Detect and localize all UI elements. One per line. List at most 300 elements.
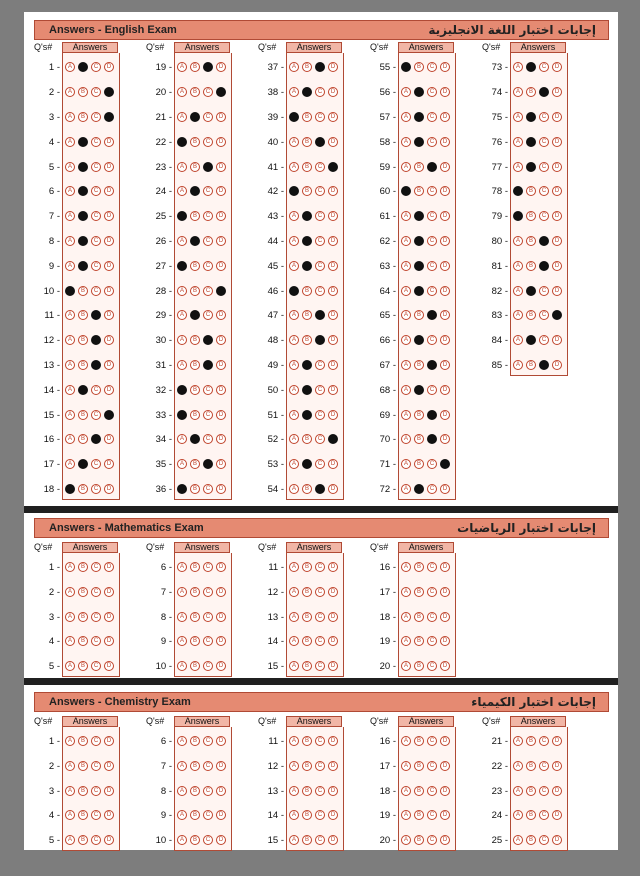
option-bubble-d[interactable]: D: [552, 87, 562, 97]
option-bubble-c[interactable]: C: [91, 62, 101, 72]
option-bubble-d[interactable]: [328, 434, 338, 444]
option-bubble-d[interactable]: D: [552, 786, 562, 796]
option-bubble-d[interactable]: [104, 87, 114, 97]
option-bubble-d[interactable]: D: [440, 186, 450, 196]
option-bubble-d[interactable]: D: [104, 810, 114, 820]
option-bubble-a[interactable]: A: [65, 385, 75, 395]
option-bubble-d[interactable]: D: [328, 137, 338, 147]
option-bubble-a[interactable]: A: [65, 162, 75, 172]
option-bubble-a[interactable]: A: [177, 112, 187, 122]
option-bubble-b[interactable]: B: [190, 835, 200, 845]
option-bubble-a[interactable]: A: [289, 786, 299, 796]
option-bubble-a[interactable]: A: [401, 385, 411, 395]
option-bubble-a[interactable]: A: [401, 587, 411, 597]
option-bubble-a[interactable]: A: [513, 261, 523, 271]
option-bubble-a[interactable]: A: [65, 761, 75, 771]
option-bubble-b[interactable]: B: [414, 562, 424, 572]
option-bubble-c[interactable]: C: [315, 636, 325, 646]
option-bubble-c[interactable]: C: [539, 736, 549, 746]
option-bubble-c[interactable]: C: [427, 186, 437, 196]
option-bubble-a[interactable]: A: [65, 810, 75, 820]
option-bubble-b[interactable]: [526, 137, 536, 147]
option-bubble-b[interactable]: B: [414, 761, 424, 771]
option-bubble-b[interactable]: B: [414, 636, 424, 646]
option-bubble-b[interactable]: B: [78, 786, 88, 796]
option-bubble-c[interactable]: C: [539, 186, 549, 196]
option-bubble-d[interactable]: D: [104, 459, 114, 469]
option-bubble-c[interactable]: C: [91, 661, 101, 671]
option-bubble-b[interactable]: [414, 112, 424, 122]
option-bubble-a[interactable]: A: [401, 761, 411, 771]
option-bubble-b[interactable]: B: [302, 112, 312, 122]
option-bubble-a[interactable]: A: [65, 661, 75, 671]
option-bubble-c[interactable]: C: [203, 835, 213, 845]
option-bubble-b[interactable]: B: [526, 310, 536, 320]
option-bubble-b[interactable]: [302, 211, 312, 221]
option-bubble-c[interactable]: C: [203, 612, 213, 622]
option-bubble-c[interactable]: C: [539, 786, 549, 796]
option-bubble-c[interactable]: C: [539, 112, 549, 122]
option-bubble-a[interactable]: A: [65, 236, 75, 246]
option-bubble-d[interactable]: D: [328, 310, 338, 320]
option-bubble-a[interactable]: A: [401, 310, 411, 320]
option-bubble-d[interactable]: D: [552, 335, 562, 345]
option-bubble-a[interactable]: A: [401, 236, 411, 246]
option-bubble-c[interactable]: C: [203, 236, 213, 246]
option-bubble-b[interactable]: [78, 261, 88, 271]
option-bubble-c[interactable]: [315, 137, 325, 147]
option-bubble-a[interactable]: A: [177, 636, 187, 646]
option-bubble-c[interactable]: C: [315, 211, 325, 221]
option-bubble-c[interactable]: [539, 236, 549, 246]
option-bubble-a[interactable]: A: [513, 810, 523, 820]
option-bubble-c[interactable]: [315, 62, 325, 72]
option-bubble-c[interactable]: [315, 335, 325, 345]
option-bubble-c[interactable]: C: [427, 810, 437, 820]
option-bubble-b[interactable]: B: [78, 810, 88, 820]
option-bubble-d[interactable]: [216, 286, 226, 296]
option-bubble-a[interactable]: A: [401, 661, 411, 671]
option-bubble-b[interactable]: B: [190, 261, 200, 271]
option-bubble-d[interactable]: D: [328, 636, 338, 646]
option-bubble-a[interactable]: A: [65, 310, 75, 320]
option-bubble-c[interactable]: C: [539, 211, 549, 221]
option-bubble-a[interactable]: A: [401, 434, 411, 444]
option-bubble-d[interactable]: D: [328, 385, 338, 395]
option-bubble-d[interactable]: D: [552, 835, 562, 845]
option-bubble-c[interactable]: C: [315, 612, 325, 622]
option-bubble-b[interactable]: B: [78, 87, 88, 97]
option-bubble-d[interactable]: D: [104, 484, 114, 494]
option-bubble-c[interactable]: C: [91, 587, 101, 597]
option-bubble-d[interactable]: D: [440, 360, 450, 370]
option-bubble-a[interactable]: [513, 211, 523, 221]
option-bubble-c[interactable]: C: [315, 162, 325, 172]
option-bubble-c[interactable]: C: [203, 286, 213, 296]
option-bubble-a[interactable]: A: [401, 810, 411, 820]
option-bubble-b[interactable]: B: [78, 286, 88, 296]
option-bubble-d[interactable]: [104, 112, 114, 122]
option-bubble-b[interactable]: [526, 286, 536, 296]
option-bubble-a[interactable]: A: [401, 261, 411, 271]
option-bubble-a[interactable]: [177, 410, 187, 420]
option-bubble-b[interactable]: B: [78, 360, 88, 370]
option-bubble-a[interactable]: A: [401, 162, 411, 172]
option-bubble-b[interactable]: [414, 385, 424, 395]
option-bubble-c[interactable]: C: [315, 835, 325, 845]
option-bubble-c[interactable]: C: [315, 761, 325, 771]
option-bubble-d[interactable]: D: [104, 62, 114, 72]
option-bubble-a[interactable]: A: [65, 612, 75, 622]
option-bubble-a[interactable]: A: [289, 137, 299, 147]
option-bubble-d[interactable]: D: [216, 335, 226, 345]
option-bubble-b[interactable]: [302, 360, 312, 370]
option-bubble-d[interactable]: D: [440, 484, 450, 494]
option-bubble-d[interactable]: D: [216, 612, 226, 622]
option-bubble-c[interactable]: C: [91, 286, 101, 296]
option-bubble-c[interactable]: C: [91, 137, 101, 147]
option-bubble-d[interactable]: D: [440, 810, 450, 820]
option-bubble-b[interactable]: B: [414, 434, 424, 444]
option-bubble-b[interactable]: B: [526, 261, 536, 271]
option-bubble-d[interactable]: [440, 459, 450, 469]
option-bubble-a[interactable]: A: [177, 562, 187, 572]
option-bubble-b[interactable]: B: [78, 835, 88, 845]
option-bubble-a[interactable]: A: [177, 186, 187, 196]
option-bubble-d[interactable]: D: [440, 112, 450, 122]
option-bubble-c[interactable]: [539, 360, 549, 370]
option-bubble-d[interactable]: D: [104, 310, 114, 320]
option-bubble-b[interactable]: B: [302, 636, 312, 646]
option-bubble-b[interactable]: [78, 385, 88, 395]
option-bubble-b[interactable]: B: [414, 612, 424, 622]
option-bubble-d[interactable]: D: [216, 410, 226, 420]
option-bubble-c[interactable]: C: [427, 87, 437, 97]
option-bubble-b[interactable]: B: [78, 736, 88, 746]
option-bubble-c[interactable]: C: [315, 87, 325, 97]
option-bubble-b[interactable]: B: [190, 587, 200, 597]
option-bubble-a[interactable]: A: [401, 636, 411, 646]
option-bubble-a[interactable]: [289, 186, 299, 196]
option-bubble-d[interactable]: D: [328, 112, 338, 122]
option-bubble-c[interactable]: C: [539, 137, 549, 147]
option-bubble-d[interactable]: D: [216, 661, 226, 671]
option-bubble-d[interactable]: D: [552, 236, 562, 246]
option-bubble-d[interactable]: D: [104, 434, 114, 444]
option-bubble-c[interactable]: C: [203, 636, 213, 646]
option-bubble-b[interactable]: B: [302, 761, 312, 771]
option-bubble-d[interactable]: D: [104, 736, 114, 746]
option-bubble-b[interactable]: [302, 87, 312, 97]
option-bubble-a[interactable]: A: [289, 385, 299, 395]
option-bubble-c[interactable]: [427, 410, 437, 420]
option-bubble-b[interactable]: B: [302, 484, 312, 494]
option-bubble-c[interactable]: C: [91, 484, 101, 494]
option-bubble-a[interactable]: A: [65, 459, 75, 469]
option-bubble-d[interactable]: D: [216, 786, 226, 796]
option-bubble-b[interactable]: B: [78, 112, 88, 122]
option-bubble-b[interactable]: B: [414, 360, 424, 370]
option-bubble-b[interactable]: [190, 112, 200, 122]
option-bubble-c[interactable]: C: [91, 162, 101, 172]
option-bubble-b[interactable]: B: [526, 786, 536, 796]
option-bubble-c[interactable]: C: [539, 835, 549, 845]
option-bubble-a[interactable]: A: [177, 587, 187, 597]
option-bubble-b[interactable]: B: [414, 410, 424, 420]
option-bubble-b[interactable]: B: [414, 587, 424, 597]
option-bubble-d[interactable]: D: [104, 211, 114, 221]
option-bubble-c[interactable]: C: [203, 112, 213, 122]
option-bubble-d[interactable]: D: [216, 162, 226, 172]
option-bubble-b[interactable]: B: [78, 612, 88, 622]
option-bubble-b[interactable]: [526, 62, 536, 72]
option-bubble-b[interactable]: B: [414, 661, 424, 671]
option-bubble-a[interactable]: A: [289, 310, 299, 320]
option-bubble-d[interactable]: D: [440, 286, 450, 296]
option-bubble-b[interactable]: B: [190, 612, 200, 622]
option-bubble-d[interactable]: D: [328, 612, 338, 622]
option-bubble-b[interactable]: [78, 62, 88, 72]
option-bubble-b[interactable]: B: [78, 484, 88, 494]
option-bubble-a[interactable]: [177, 211, 187, 221]
option-bubble-a[interactable]: A: [513, 62, 523, 72]
option-bubble-b[interactable]: B: [414, 835, 424, 845]
option-bubble-d[interactable]: D: [104, 835, 114, 845]
option-bubble-c[interactable]: C: [315, 562, 325, 572]
option-bubble-d[interactable]: D: [216, 434, 226, 444]
option-bubble-b[interactable]: [302, 385, 312, 395]
option-bubble-b[interactable]: B: [414, 786, 424, 796]
option-bubble-a[interactable]: A: [289, 661, 299, 671]
option-bubble-b[interactable]: B: [526, 761, 536, 771]
option-bubble-c[interactable]: C: [427, 484, 437, 494]
option-bubble-c[interactable]: C: [427, 612, 437, 622]
option-bubble-a[interactable]: A: [65, 335, 75, 345]
option-bubble-b[interactable]: B: [302, 434, 312, 444]
option-bubble-c[interactable]: C: [91, 562, 101, 572]
option-bubble-d[interactable]: D: [328, 835, 338, 845]
option-bubble-b[interactable]: [302, 261, 312, 271]
option-bubble-c[interactable]: C: [427, 286, 437, 296]
option-bubble-b[interactable]: [526, 162, 536, 172]
option-bubble-b[interactable]: B: [190, 162, 200, 172]
option-bubble-a[interactable]: A: [289, 484, 299, 494]
option-bubble-d[interactable]: D: [552, 211, 562, 221]
option-bubble-b[interactable]: B: [190, 736, 200, 746]
option-bubble-a[interactable]: A: [177, 459, 187, 469]
option-bubble-b[interactable]: B: [302, 162, 312, 172]
option-bubble-c[interactable]: C: [203, 786, 213, 796]
option-bubble-c[interactable]: C: [203, 211, 213, 221]
option-bubble-d[interactable]: D: [328, 587, 338, 597]
option-bubble-a[interactable]: A: [65, 410, 75, 420]
option-bubble-b[interactable]: B: [526, 236, 536, 246]
option-bubble-d[interactable]: D: [440, 612, 450, 622]
option-bubble-b[interactable]: B: [190, 211, 200, 221]
option-bubble-d[interactable]: D: [440, 434, 450, 444]
option-bubble-a[interactable]: A: [513, 736, 523, 746]
option-bubble-d[interactable]: D: [440, 410, 450, 420]
option-bubble-a[interactable]: A: [65, 736, 75, 746]
option-bubble-d[interactable]: D: [552, 810, 562, 820]
option-bubble-a[interactable]: A: [289, 410, 299, 420]
option-bubble-c[interactable]: C: [203, 261, 213, 271]
option-bubble-c[interactable]: C: [427, 62, 437, 72]
option-bubble-b[interactable]: B: [526, 736, 536, 746]
option-bubble-d[interactable]: D: [104, 786, 114, 796]
option-bubble-c[interactable]: C: [315, 434, 325, 444]
option-bubble-c[interactable]: C: [203, 761, 213, 771]
option-bubble-c[interactable]: C: [427, 137, 437, 147]
option-bubble-d[interactable]: D: [216, 261, 226, 271]
option-bubble-b[interactable]: B: [190, 360, 200, 370]
option-bubble-d[interactable]: D: [440, 385, 450, 395]
option-bubble-c[interactable]: C: [203, 385, 213, 395]
option-bubble-c[interactable]: C: [203, 87, 213, 97]
option-bubble-a[interactable]: A: [289, 236, 299, 246]
option-bubble-b[interactable]: [190, 310, 200, 320]
option-bubble-b[interactable]: [78, 459, 88, 469]
option-bubble-d[interactable]: D: [440, 761, 450, 771]
option-bubble-d[interactable]: D: [552, 186, 562, 196]
option-bubble-a[interactable]: [65, 286, 75, 296]
option-bubble-b[interactable]: [414, 137, 424, 147]
option-bubble-b[interactable]: B: [414, 310, 424, 320]
option-bubble-b[interactable]: B: [302, 562, 312, 572]
option-bubble-d[interactable]: D: [328, 810, 338, 820]
option-bubble-a[interactable]: A: [289, 761, 299, 771]
option-bubble-b[interactable]: B: [414, 810, 424, 820]
option-bubble-c[interactable]: [539, 261, 549, 271]
option-bubble-a[interactable]: A: [65, 360, 75, 370]
option-bubble-d[interactable]: D: [328, 661, 338, 671]
option-bubble-c[interactable]: C: [427, 459, 437, 469]
option-bubble-a[interactable]: [177, 137, 187, 147]
option-bubble-c[interactable]: C: [427, 211, 437, 221]
option-bubble-c[interactable]: C: [427, 562, 437, 572]
option-bubble-d[interactable]: D: [216, 310, 226, 320]
option-bubble-d[interactable]: D: [104, 360, 114, 370]
option-bubble-c[interactable]: [427, 360, 437, 370]
option-bubble-b[interactable]: B: [190, 335, 200, 345]
option-bubble-c[interactable]: C: [91, 211, 101, 221]
option-bubble-b[interactable]: [414, 335, 424, 345]
option-bubble-d[interactable]: D: [440, 137, 450, 147]
option-bubble-a[interactable]: A: [289, 162, 299, 172]
option-bubble-b[interactable]: [78, 186, 88, 196]
option-bubble-d[interactable]: D: [216, 211, 226, 221]
option-bubble-c[interactable]: [91, 335, 101, 345]
option-bubble-d[interactable]: D: [216, 360, 226, 370]
option-bubble-b[interactable]: [414, 261, 424, 271]
option-bubble-d[interactable]: D: [216, 186, 226, 196]
option-bubble-b[interactable]: B: [78, 661, 88, 671]
option-bubble-a[interactable]: A: [513, 112, 523, 122]
option-bubble-a[interactable]: A: [65, 211, 75, 221]
option-bubble-d[interactable]: D: [104, 636, 114, 646]
option-bubble-b[interactable]: B: [78, 310, 88, 320]
option-bubble-d[interactable]: D: [440, 736, 450, 746]
option-bubble-a[interactable]: [401, 186, 411, 196]
option-bubble-a[interactable]: A: [289, 636, 299, 646]
option-bubble-c[interactable]: [91, 434, 101, 444]
option-bubble-d[interactable]: D: [216, 562, 226, 572]
option-bubble-c[interactable]: [203, 459, 213, 469]
option-bubble-a[interactable]: A: [289, 335, 299, 345]
option-bubble-b[interactable]: [526, 112, 536, 122]
option-bubble-a[interactable]: [289, 112, 299, 122]
option-bubble-c[interactable]: C: [91, 810, 101, 820]
option-bubble-b[interactable]: B: [414, 186, 424, 196]
option-bubble-c[interactable]: C: [91, 186, 101, 196]
option-bubble-d[interactable]: D: [328, 261, 338, 271]
option-bubble-b[interactable]: B: [526, 810, 536, 820]
option-bubble-c[interactable]: C: [539, 62, 549, 72]
option-bubble-a[interactable]: A: [289, 211, 299, 221]
option-bubble-c[interactable]: C: [315, 410, 325, 420]
option-bubble-a[interactable]: A: [513, 286, 523, 296]
option-bubble-a[interactable]: A: [177, 360, 187, 370]
option-bubble-a[interactable]: A: [513, 137, 523, 147]
option-bubble-d[interactable]: D: [328, 786, 338, 796]
option-bubble-b[interactable]: B: [414, 459, 424, 469]
option-bubble-b[interactable]: B: [190, 62, 200, 72]
option-bubble-c[interactable]: C: [315, 360, 325, 370]
option-bubble-b[interactable]: [78, 137, 88, 147]
option-bubble-b[interactable]: [78, 211, 88, 221]
option-bubble-b[interactable]: B: [78, 761, 88, 771]
option-bubble-a[interactable]: A: [401, 137, 411, 147]
option-bubble-a[interactable]: A: [65, 562, 75, 572]
option-bubble-a[interactable]: A: [513, 761, 523, 771]
option-bubble-a[interactable]: A: [401, 484, 411, 494]
option-bubble-d[interactable]: D: [328, 335, 338, 345]
option-bubble-a[interactable]: A: [177, 434, 187, 444]
option-bubble-a[interactable]: [177, 385, 187, 395]
option-bubble-c[interactable]: C: [203, 434, 213, 444]
option-bubble-d[interactable]: D: [328, 87, 338, 97]
option-bubble-d[interactable]: D: [216, 459, 226, 469]
option-bubble-d[interactable]: D: [440, 87, 450, 97]
option-bubble-b[interactable]: B: [302, 661, 312, 671]
option-bubble-b[interactable]: B: [302, 335, 312, 345]
option-bubble-a[interactable]: A: [401, 286, 411, 296]
option-bubble-d[interactable]: D: [328, 360, 338, 370]
option-bubble-b[interactable]: [526, 335, 536, 345]
option-bubble-b[interactable]: B: [414, 736, 424, 746]
option-bubble-c[interactable]: C: [427, 786, 437, 796]
option-bubble-c[interactable]: C: [427, 236, 437, 246]
option-bubble-d[interactable]: D: [328, 236, 338, 246]
option-bubble-a[interactable]: A: [177, 62, 187, 72]
option-bubble-d[interactable]: [216, 87, 226, 97]
option-bubble-a[interactable]: A: [65, 186, 75, 196]
option-bubble-c[interactable]: C: [91, 410, 101, 420]
option-bubble-a[interactable]: A: [401, 211, 411, 221]
option-bubble-a[interactable]: A: [401, 459, 411, 469]
option-bubble-c[interactable]: C: [427, 636, 437, 646]
option-bubble-c[interactable]: [427, 162, 437, 172]
option-bubble-c[interactable]: C: [91, 761, 101, 771]
option-bubble-a[interactable]: A: [65, 62, 75, 72]
option-bubble-a[interactable]: A: [289, 736, 299, 746]
option-bubble-b[interactable]: [302, 410, 312, 420]
option-bubble-c[interactable]: C: [315, 810, 325, 820]
option-bubble-b[interactable]: [414, 236, 424, 246]
option-bubble-d[interactable]: D: [440, 62, 450, 72]
option-bubble-d[interactable]: D: [216, 484, 226, 494]
option-bubble-a[interactable]: A: [289, 835, 299, 845]
